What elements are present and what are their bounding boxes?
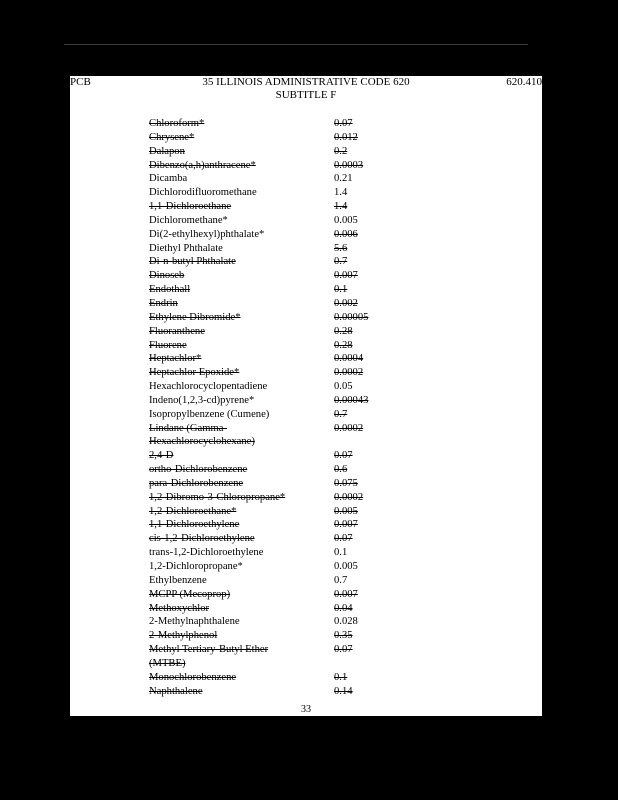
standard-value: 0.04 [334, 602, 353, 614]
table-row [70, 200, 542, 214]
standard-value: 0.005 [334, 505, 358, 517]
chemical-name: Chrysene* [149, 131, 195, 143]
standard-value: 0.0004 [334, 353, 364, 365]
table-row [70, 629, 542, 643]
table-row [70, 352, 542, 366]
chemical-name: Di(2-ethylhexyl)phthalate* [149, 228, 265, 240]
chemical-name: Dicamba [149, 173, 188, 185]
chemical-name: MCPP (Mecoprop) [149, 588, 231, 600]
standard-value: 0.075 [334, 477, 358, 489]
chemical-name: Indeno(1,2,3-cd)pyrene* [149, 394, 255, 406]
standard-value: 0.07 [334, 533, 353, 545]
chemical-name: Endrin [149, 297, 178, 309]
standard-value: 0.007 [334, 519, 358, 531]
table-row [70, 463, 542, 477]
standard-value: 0.21 [334, 173, 353, 185]
table-row [70, 671, 542, 685]
table-row [70, 117, 542, 131]
table-row [70, 145, 542, 159]
table-row [70, 297, 542, 311]
chemical-list [70, 117, 542, 698]
table-row [70, 518, 542, 532]
standard-value: 0.1 [334, 284, 348, 296]
chemical-name: Fluorene [149, 339, 187, 351]
table-row [70, 325, 542, 339]
chemical-name: Dinoseb [149, 270, 185, 282]
chemical-name: Isopropylbenzene (Cumene) [149, 408, 270, 420]
standard-value: 0.005 [334, 561, 358, 572]
standard-value: 0.28 [334, 339, 353, 351]
standard-value: 1.4 [334, 201, 348, 213]
chemical-name: Fluoranthene [149, 325, 205, 337]
chemical-name: 2-Methylphenol [149, 630, 218, 642]
standard-value: 0.6 [334, 464, 348, 476]
table-row [70, 131, 542, 145]
header-left: PCB [70, 76, 91, 88]
chemical-name: 1,2-Dibromo-3-Chloropropane* [149, 491, 286, 503]
table-row [70, 283, 542, 297]
standard-value: 0.012 [334, 131, 358, 143]
standard-value: 0.002 [334, 297, 358, 309]
table-row [70, 615, 542, 629]
page-header [70, 76, 542, 102]
table-row [70, 491, 542, 505]
chemical-name: Methoxychlor [149, 602, 210, 614]
standard-value: 0.7 [334, 574, 348, 586]
chemical-name: 2-Methylnaphthalene [149, 616, 240, 628]
table-row [70, 408, 542, 422]
table-row [70, 574, 542, 588]
chemical-name: Hexachlorocyclopentadiene [149, 381, 268, 393]
chemical-name: 2,4-D [149, 450, 174, 462]
chemical-name: Heptachlor* [149, 353, 202, 365]
standard-value: 0.006 [334, 228, 358, 240]
chemical-name: 1,1-Dichloroethane [149, 201, 232, 213]
standard-value: 0.14 [334, 685, 353, 697]
table-row [70, 588, 542, 602]
header-subtitle: SUBTITLE F [275, 89, 337, 101]
table-row [70, 172, 542, 186]
table-row [70, 255, 542, 269]
chemical-name: Lindane (Gamma- Hexachlorocyclohexane) [149, 422, 255, 448]
table-row [70, 228, 542, 242]
standard-value: 0.00005 [334, 311, 369, 323]
chemical-name: Dalapon [149, 145, 185, 157]
table-row [70, 685, 542, 699]
chemical-name: 1,2-Dichloroethane* [149, 505, 237, 517]
table-row [70, 214, 542, 228]
standard-value: 5.6 [334, 242, 348, 254]
standard-value: 0.05 [334, 381, 353, 393]
table-row [70, 380, 542, 394]
standard-value: 0.07 [334, 118, 353, 129]
table-row [70, 339, 542, 353]
header-section-number: 620.410 [506, 76, 542, 88]
standard-value: 0.35 [334, 630, 353, 642]
standard-value: 0.0002 [334, 367, 364, 379]
standard-value: 0.1 [334, 671, 348, 683]
table-row [70, 394, 542, 408]
table-row [70, 422, 542, 450]
chemical-name: ortho-Dichlorobenzene [149, 464, 248, 476]
chemical-name: Methyl Tertiary-Butyl Ether (MTBE) [149, 644, 269, 669]
chemical-name: Dibenzo(a,h)anthracene* [149, 159, 256, 171]
standard-value: 0.07 [334, 644, 353, 656]
chemical-name: Naphthalene [149, 685, 203, 697]
chemical-name: Ethylene Dibromide* [149, 311, 241, 323]
chemical-name: Dichloromethane* [149, 214, 228, 226]
standard-value: 0.7 [334, 408, 348, 420]
chemical-name: Diethyl Phthalate [149, 242, 223, 254]
chemical-name: para-Dichlorobenzene [149, 477, 244, 489]
table-row [70, 505, 542, 519]
chemical-name: Heptachlor Epoxide* [149, 367, 240, 379]
chemical-name: Di-n-butyl Phthalate [149, 256, 236, 268]
table-row [70, 477, 542, 491]
chemical-name: Dichlorodifluoromethane [149, 187, 257, 199]
document-page [70, 76, 542, 716]
standard-value: 0.07 [334, 450, 353, 462]
chemical-name: Ethylbenzene [149, 574, 207, 586]
standard-value: 0.007 [334, 270, 358, 282]
standard-value: 0.1 [334, 547, 348, 559]
chemical-name: 1,1-Dichloroethylene [149, 519, 240, 531]
table-row [70, 242, 542, 256]
table-row [70, 159, 542, 173]
page-number: 33 [301, 704, 311, 715]
table-row [70, 449, 542, 463]
standard-value: 0.0002 [334, 422, 364, 434]
standard-value: 0.005 [334, 214, 358, 226]
table-row [70, 560, 542, 574]
table-row [70, 269, 542, 283]
standard-value: 1.4 [334, 187, 348, 199]
standard-value: 0.28 [334, 325, 353, 337]
top-divider-line [64, 44, 528, 45]
table-row [70, 311, 542, 325]
table-row [70, 643, 542, 671]
table-row [70, 366, 542, 380]
chemical-name: Endothall [149, 284, 191, 296]
table-row [70, 546, 542, 560]
standard-value: 0.007 [334, 588, 358, 600]
table-row [70, 532, 542, 546]
chemical-name: cis-1,2-Dichloroethylene [149, 533, 255, 545]
chemical-name: Monochlorobenzene [149, 671, 237, 683]
chemical-name: 1,2-Dichloropropane* [149, 561, 243, 572]
standard-value: 0.7 [334, 256, 348, 268]
standard-value: 0.0003 [334, 159, 364, 171]
standard-value: 0.00043 [334, 394, 369, 406]
standard-value: 0.028 [334, 616, 358, 628]
table-row [70, 602, 542, 616]
header-title: 35 ILLINOIS ADMINISTRATIVE CODE 620 [202, 76, 410, 88]
chemical-name: Chloroform* [149, 118, 205, 129]
standard-value: 0.2 [334, 145, 348, 157]
standard-value: 0.0002 [334, 491, 364, 503]
table-row [70, 186, 542, 200]
chemical-name: trans-1,2-Dichloroethylene [149, 547, 264, 559]
